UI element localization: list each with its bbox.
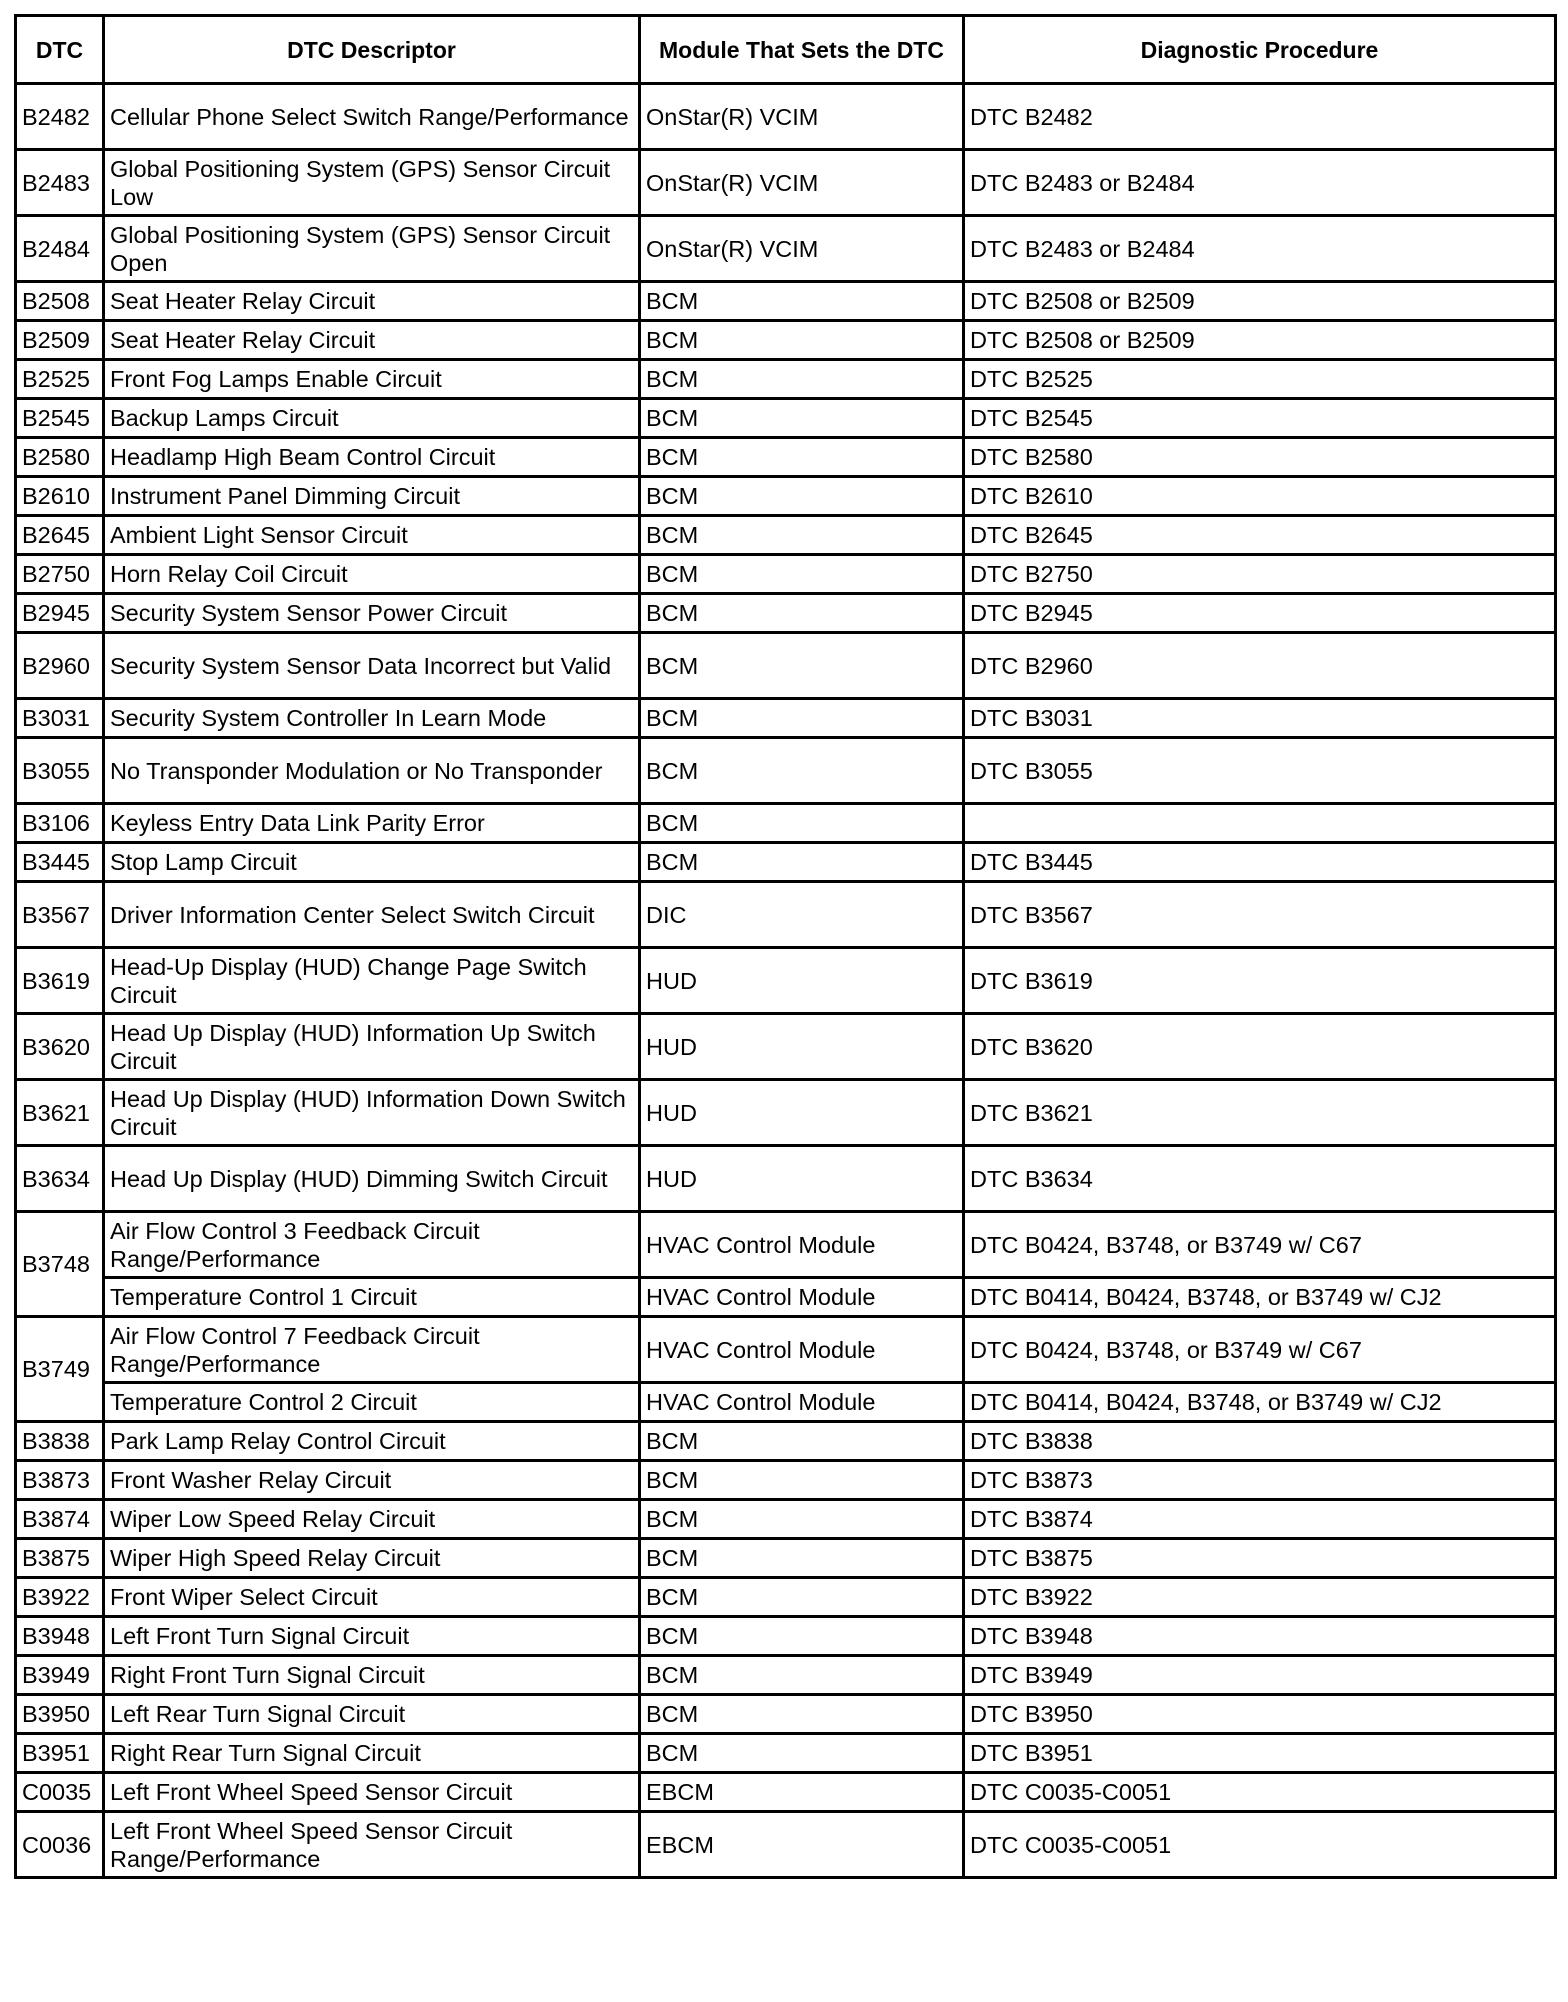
diagnostic-procedure-cell: DTC B2483 or B2484 xyxy=(964,150,1556,216)
table-row xyxy=(16,1578,1556,1617)
table-row xyxy=(16,360,1556,399)
diagnostic-procedure-cell: DTC B3634 xyxy=(964,1146,1556,1212)
dtc-code-cell: B2545 xyxy=(16,399,104,438)
dtc-descriptor-cell: Wiper Low Speed Relay Circuit xyxy=(104,1500,640,1539)
dtc-code-cell: B2580 xyxy=(16,438,104,477)
diagnostic-procedure-cell: DTC B2482 xyxy=(964,84,1556,150)
table-row xyxy=(16,882,1556,948)
table-row xyxy=(16,1812,1556,1878)
module-cell: BCM xyxy=(640,1539,964,1578)
table-row xyxy=(16,216,1556,282)
dtc-code-cell: B3875 xyxy=(16,1539,104,1578)
module-cell: BCM xyxy=(640,594,964,633)
table-row xyxy=(16,1383,1556,1422)
dtc-descriptor-cell: Seat Heater Relay Circuit xyxy=(104,282,640,321)
module-cell: BCM xyxy=(640,399,964,438)
dtc-descriptor-cell: Horn Relay Coil Circuit xyxy=(104,555,640,594)
table-row xyxy=(16,1617,1556,1656)
dtc-table xyxy=(14,14,1557,1879)
dtc-code-cell: B2508 xyxy=(16,282,104,321)
dtc-descriptor-cell: Air Flow Control 3 Feedback Circuit Range/Performance xyxy=(104,1212,640,1278)
module-cell: DIC xyxy=(640,882,964,948)
table-row xyxy=(16,1500,1556,1539)
diagnostic-procedure-cell: DTC B2483 or B2484 xyxy=(964,216,1556,282)
dtc-code-cell: B3873 xyxy=(16,1461,104,1500)
diagnostic-procedure-cell: DTC B3619 xyxy=(964,948,1556,1014)
module-cell: BCM xyxy=(640,516,964,555)
diagnostic-procedure-cell xyxy=(964,804,1556,843)
dtc-code-cell: B3748 xyxy=(16,1212,104,1317)
diagnostic-procedure-cell: DTC B2960 xyxy=(964,633,1556,699)
table-row xyxy=(16,1014,1556,1080)
dtc-descriptor-cell: Ambient Light Sensor Circuit xyxy=(104,516,640,555)
dtc-descriptor-cell: Stop Lamp Circuit xyxy=(104,843,640,882)
table-row xyxy=(16,1422,1556,1461)
dtc-code-cell: B3031 xyxy=(16,699,104,738)
module-cell: BCM xyxy=(640,360,964,399)
diagnostic-procedure-cell: DTC B0424, B3748, or B3749 w/ C67 xyxy=(964,1212,1556,1278)
dtc-descriptor-cell: Wiper High Speed Relay Circuit xyxy=(104,1539,640,1578)
dtc-descriptor-cell: Left Front Wheel Speed Sensor Circuit xyxy=(104,1773,640,1812)
dtc-code-cell: C0035 xyxy=(16,1773,104,1812)
dtc-descriptor-cell: Front Fog Lamps Enable Circuit xyxy=(104,360,640,399)
dtc-code-cell: B3445 xyxy=(16,843,104,882)
module-cell: BCM xyxy=(640,1461,964,1500)
table-row xyxy=(16,1278,1556,1317)
table-row xyxy=(16,1212,1556,1278)
module-cell: BCM xyxy=(640,1734,964,1773)
table-row xyxy=(16,1539,1556,1578)
dtc-code-cell: B2960 xyxy=(16,633,104,699)
dtc-descriptor-cell: Security System Sensor Data Incorrect but Valid xyxy=(104,633,640,699)
diagnostic-procedure-cell: DTC B2545 xyxy=(964,399,1556,438)
diagnostic-procedure-cell: DTC B2945 xyxy=(964,594,1556,633)
diagnostic-procedure-cell: DTC B3445 xyxy=(964,843,1556,882)
diagnostic-procedure-cell: DTC B3948 xyxy=(964,1617,1556,1656)
dtc-code-cell: B2484 xyxy=(16,216,104,282)
diagnostic-procedure-cell: DTC B2508 or B2509 xyxy=(964,321,1556,360)
dtc-code-cell: B3621 xyxy=(16,1080,104,1146)
table-row xyxy=(16,1734,1556,1773)
dtc-code-cell: B3951 xyxy=(16,1734,104,1773)
dtc-descriptor-cell: Front Wiper Select Circuit xyxy=(104,1578,640,1617)
dtc-descriptor-cell: Right Front Turn Signal Circuit xyxy=(104,1656,640,1695)
dtc-descriptor-cell: Security System Sensor Power Circuit xyxy=(104,594,640,633)
module-cell: OnStar(R) VCIM xyxy=(640,84,964,150)
table-row xyxy=(16,594,1556,633)
dtc-code-cell: B3106 xyxy=(16,804,104,843)
dtc-code-cell: B2482 xyxy=(16,84,104,150)
module-cell: BCM xyxy=(640,738,964,804)
dtc-descriptor-cell: Temperature Control 2 Circuit xyxy=(104,1383,640,1422)
diagnostic-procedure-cell: DTC B3875 xyxy=(964,1539,1556,1578)
table-row xyxy=(16,1146,1556,1212)
module-cell: EBCM xyxy=(640,1812,964,1878)
module-cell: OnStar(R) VCIM xyxy=(640,150,964,216)
diagnostic-procedure-cell: DTC B3949 xyxy=(964,1656,1556,1695)
dtc-code-cell: B3634 xyxy=(16,1146,104,1212)
module-cell: EBCM xyxy=(640,1773,964,1812)
dtc-code-cell: B2509 xyxy=(16,321,104,360)
diagnostic-procedure-cell: DTC B3620 xyxy=(964,1014,1556,1080)
table-row xyxy=(16,1080,1556,1146)
dtc-code-cell: B3950 xyxy=(16,1695,104,1734)
table-row xyxy=(16,438,1556,477)
dtc-code-cell: B3749 xyxy=(16,1317,104,1422)
module-cell: HUD xyxy=(640,1014,964,1080)
dtc-code-cell: B3948 xyxy=(16,1617,104,1656)
dtc-descriptor-cell: Keyless Entry Data Link Parity Error xyxy=(104,804,640,843)
module-cell: HUD xyxy=(640,1146,964,1212)
diagnostic-procedure-cell: DTC B3873 xyxy=(964,1461,1556,1500)
dtc-descriptor-cell: Air Flow Control 7 Feedback Circuit Range/Performance xyxy=(104,1317,640,1383)
table-row xyxy=(16,555,1556,594)
diagnostic-procedure-cell: DTC B2580 xyxy=(964,438,1556,477)
table-row xyxy=(16,516,1556,555)
table-row xyxy=(16,321,1556,360)
table-row xyxy=(16,843,1556,882)
diagnostic-procedure-cell: DTC C0035-C0051 xyxy=(964,1773,1556,1812)
diagnostic-procedure-cell: DTC B2508 or B2509 xyxy=(964,282,1556,321)
dtc-code-cell: B2483 xyxy=(16,150,104,216)
table-row xyxy=(16,1695,1556,1734)
diagnostic-procedure-cell: DTC B3621 xyxy=(964,1080,1556,1146)
module-cell: HVAC Control Module xyxy=(640,1212,964,1278)
dtc-code-cell: B2645 xyxy=(16,516,104,555)
module-cell: BCM xyxy=(640,1500,964,1539)
diagnostic-procedure-cell: DTC B3055 xyxy=(964,738,1556,804)
table-row xyxy=(16,1317,1556,1383)
table-body xyxy=(16,84,1556,1878)
module-cell: HVAC Control Module xyxy=(640,1383,964,1422)
dtc-code-cell: B2750 xyxy=(16,555,104,594)
table-row xyxy=(16,1656,1556,1695)
diagnostic-procedure-cell: DTC B2525 xyxy=(964,360,1556,399)
diagnostic-procedure-cell: DTC B3951 xyxy=(964,1734,1556,1773)
diagnostic-procedure-cell: DTC B3874 xyxy=(964,1500,1556,1539)
dtc-descriptor-cell: Park Lamp Relay Control Circuit xyxy=(104,1422,640,1461)
dtc-code-cell: B3620 xyxy=(16,1014,104,1080)
module-cell: BCM xyxy=(640,699,964,738)
dtc-descriptor-cell: Right Rear Turn Signal Circuit xyxy=(104,1734,640,1773)
diagnostic-procedure-cell: DTC B2610 xyxy=(964,477,1556,516)
diagnostic-procedure-cell: DTC B0424, B3748, or B3749 w/ C67 xyxy=(964,1317,1556,1383)
dtc-descriptor-cell: Instrument Panel Dimming Circuit xyxy=(104,477,640,516)
dtc-code-cell: B3619 xyxy=(16,948,104,1014)
dtc-descriptor-cell: Driver Information Center Select Switch Circuit xyxy=(104,882,640,948)
dtc-descriptor-cell: Front Washer Relay Circuit xyxy=(104,1461,640,1500)
table-row xyxy=(16,282,1556,321)
dtc-code-cell: C0036 xyxy=(16,1812,104,1878)
table-row xyxy=(16,948,1556,1014)
dtc-code-cell: B3055 xyxy=(16,738,104,804)
table-row xyxy=(16,738,1556,804)
dtc-code-cell: B3874 xyxy=(16,1500,104,1539)
dtc-descriptor-cell: Left Front Wheel Speed Sensor Circuit Range/Performance xyxy=(104,1812,640,1878)
diagnostic-procedure-cell: DTC B3950 xyxy=(964,1695,1556,1734)
dtc-descriptor-cell: Backup Lamps Circuit xyxy=(104,399,640,438)
module-cell: BCM xyxy=(640,477,964,516)
module-cell: HUD xyxy=(640,1080,964,1146)
header-dtc: DTC xyxy=(16,16,104,84)
dtc-code-cell: B3949 xyxy=(16,1656,104,1695)
table-row xyxy=(16,1773,1556,1812)
module-cell: HVAC Control Module xyxy=(640,1278,964,1317)
diagnostic-procedure-cell: DTC B0414, B0424, B3748, or B3749 w/ CJ2 xyxy=(964,1278,1556,1317)
table-row xyxy=(16,84,1556,150)
dtc-descriptor-cell: Headlamp High Beam Control Circuit xyxy=(104,438,640,477)
dtc-descriptor-cell: Left Front Turn Signal Circuit xyxy=(104,1617,640,1656)
module-cell: BCM xyxy=(640,1695,964,1734)
diagnostic-procedure-cell: DTC B2645 xyxy=(964,516,1556,555)
table-header-row xyxy=(16,16,1556,84)
table-row xyxy=(16,150,1556,216)
module-cell: BCM xyxy=(640,321,964,360)
table-row xyxy=(16,477,1556,516)
dtc-code-cell: B3567 xyxy=(16,882,104,948)
dtc-code-cell: B2945 xyxy=(16,594,104,633)
table-row xyxy=(16,633,1556,699)
module-cell: BCM xyxy=(640,282,964,321)
header-diagnostic-procedure: Diagnostic Procedure xyxy=(964,16,1556,84)
dtc-descriptor-cell: Global Positioning System (GPS) Sensor Circuit Low xyxy=(104,150,640,216)
diagnostic-procedure-cell: DTC B3031 xyxy=(964,699,1556,738)
module-cell: OnStar(R) VCIM xyxy=(640,216,964,282)
dtc-descriptor-cell: Head-Up Display (HUD) Change Page Switch Circuit xyxy=(104,948,640,1014)
module-cell: BCM xyxy=(640,804,964,843)
diagnostic-procedure-cell: DTC C0035-C0051 xyxy=(964,1812,1556,1878)
module-cell: BCM xyxy=(640,1578,964,1617)
module-cell: BCM xyxy=(640,438,964,477)
module-cell: BCM xyxy=(640,1422,964,1461)
dtc-descriptor-cell: Temperature Control 1 Circuit xyxy=(104,1278,640,1317)
dtc-code-cell: B3922 xyxy=(16,1578,104,1617)
dtc-descriptor-cell: Security System Controller In Learn Mode xyxy=(104,699,640,738)
table-row xyxy=(16,804,1556,843)
dtc-descriptor-cell: No Transponder Modulation or No Transponder xyxy=(104,738,640,804)
module-cell: HUD xyxy=(640,948,964,1014)
table-row xyxy=(16,699,1556,738)
dtc-descriptor-cell: Left Rear Turn Signal Circuit xyxy=(104,1695,640,1734)
module-cell: BCM xyxy=(640,555,964,594)
header-module: Module That Sets the DTC xyxy=(640,16,964,84)
dtc-code-cell: B2610 xyxy=(16,477,104,516)
diagnostic-procedure-cell: DTC B3567 xyxy=(964,882,1556,948)
module-cell: BCM xyxy=(640,843,964,882)
module-cell: HVAC Control Module xyxy=(640,1317,964,1383)
dtc-code-cell: B2525 xyxy=(16,360,104,399)
dtc-descriptor-cell: Head Up Display (HUD) Information Down Switch Circuit xyxy=(104,1080,640,1146)
dtc-descriptor-cell: Cellular Phone Select Switch Range/Performance xyxy=(104,84,640,150)
dtc-descriptor-cell: Seat Heater Relay Circuit xyxy=(104,321,640,360)
dtc-descriptor-cell: Head Up Display (HUD) Information Up Switch Circuit xyxy=(104,1014,640,1080)
module-cell: BCM xyxy=(640,633,964,699)
dtc-descriptor-cell: Head Up Display (HUD) Dimming Switch Circuit xyxy=(104,1146,640,1212)
header-dtc-descriptor: DTC Descriptor xyxy=(104,16,640,84)
table-row xyxy=(16,399,1556,438)
table-row xyxy=(16,1461,1556,1500)
dtc-code-cell: B3838 xyxy=(16,1422,104,1461)
dtc-descriptor-cell: Global Positioning System (GPS) Sensor Circuit Open xyxy=(104,216,640,282)
diagnostic-procedure-cell: DTC B2750 xyxy=(964,555,1556,594)
diagnostic-procedure-cell: DTC B3838 xyxy=(964,1422,1556,1461)
module-cell: BCM xyxy=(640,1617,964,1656)
module-cell: BCM xyxy=(640,1656,964,1695)
diagnostic-procedure-cell: DTC B0414, B0424, B3748, or B3749 w/ CJ2 xyxy=(964,1383,1556,1422)
diagnostic-procedure-cell: DTC B3922 xyxy=(964,1578,1556,1617)
